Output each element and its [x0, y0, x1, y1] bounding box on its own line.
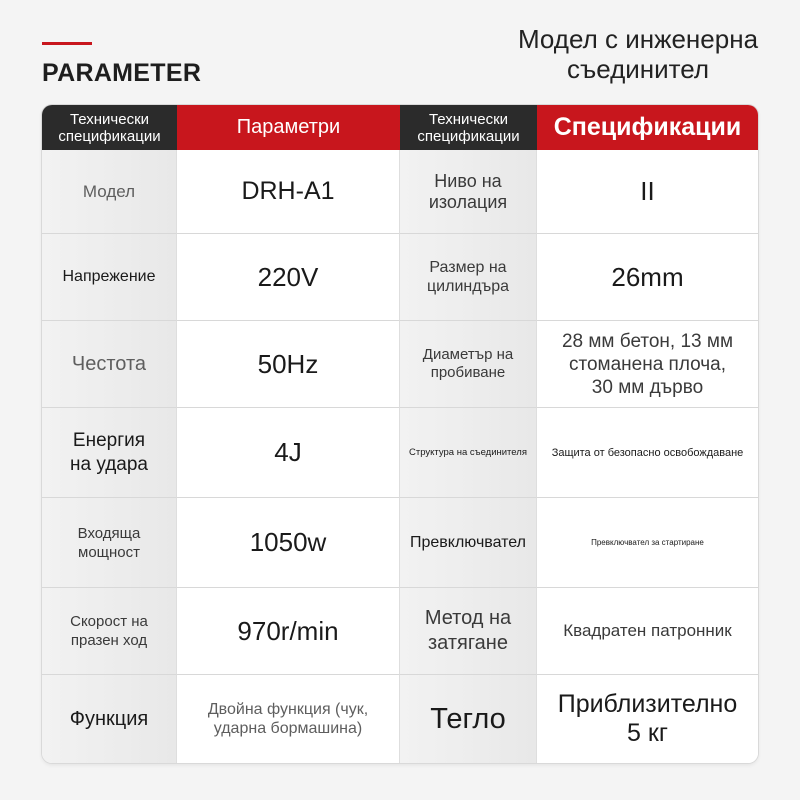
spec-value-cylinder-size: 26mm: [537, 234, 758, 321]
product-title: Модел с инженерна съединител: [517, 24, 759, 84]
spec-value-voltage: 220V: [177, 234, 400, 321]
spec-value-weight: Приблизително 5 кг: [537, 675, 758, 763]
spec-label-clamping-method: Метод на затягане: [400, 588, 537, 675]
spec-label-frequency: Честота: [42, 321, 177, 408]
spec-value-insulation: II: [537, 150, 758, 234]
spec-label-switch: Превключвател: [400, 498, 537, 588]
header-cell-tech-specs-right: Технически спецификации: [400, 105, 537, 150]
spec-value-impact-energy: 4J: [177, 408, 400, 498]
page-title: PARAMETER: [42, 59, 202, 87]
spec-value-coupling-structure: Защита от безопасно освобождаване: [537, 408, 758, 498]
spec-value-switch: Превключвател за стартиране: [537, 498, 758, 588]
spec-label-no-load-speed: Скорост на празен ход: [42, 588, 177, 675]
header-cell-tech-specs-left: Технически спецификации: [42, 105, 177, 150]
spec-label-impact-energy: Енергия на удара: [42, 408, 177, 498]
spec-label-voltage: Напрежение: [42, 234, 177, 321]
spec-label-model: Модел: [42, 150, 177, 234]
header-cell-parameters: Параметри: [177, 105, 400, 150]
spec-value-drilling-diameter: 28 мм бетон, 13 мм стоманена плоча, 30 мм дърво: [537, 321, 758, 408]
spec-label-coupling-structure: Структура на съединителя: [400, 408, 537, 498]
spec-value-input-power: 1050w: [177, 498, 400, 588]
spec-label-insulation: Ниво на изолация: [400, 150, 537, 234]
spec-value-function: Двойна функция (чук, ударна бормашина): [177, 675, 400, 763]
spec-value-no-load-speed: 970r/min: [177, 588, 400, 675]
spec-value-frequency: 50Hz: [177, 321, 400, 408]
accent-bar: [42, 42, 92, 45]
spec-value-clamping-method: Квадратен патронник: [537, 588, 758, 675]
spec-table: [42, 105, 758, 763]
spec-label-input-power: Входяща мощност: [42, 498, 177, 588]
spec-label-cylinder-size: Размер на цилиндъра: [400, 234, 537, 321]
spec-label-drilling-diameter: Диаметър на пробиване: [400, 321, 537, 408]
header-cell-specifications: Спецификации: [537, 105, 758, 150]
spec-value-model: DRH-A1: [177, 150, 400, 234]
spec-label-weight: Тегло: [400, 675, 537, 763]
spec-label-function: Функция: [42, 675, 177, 763]
